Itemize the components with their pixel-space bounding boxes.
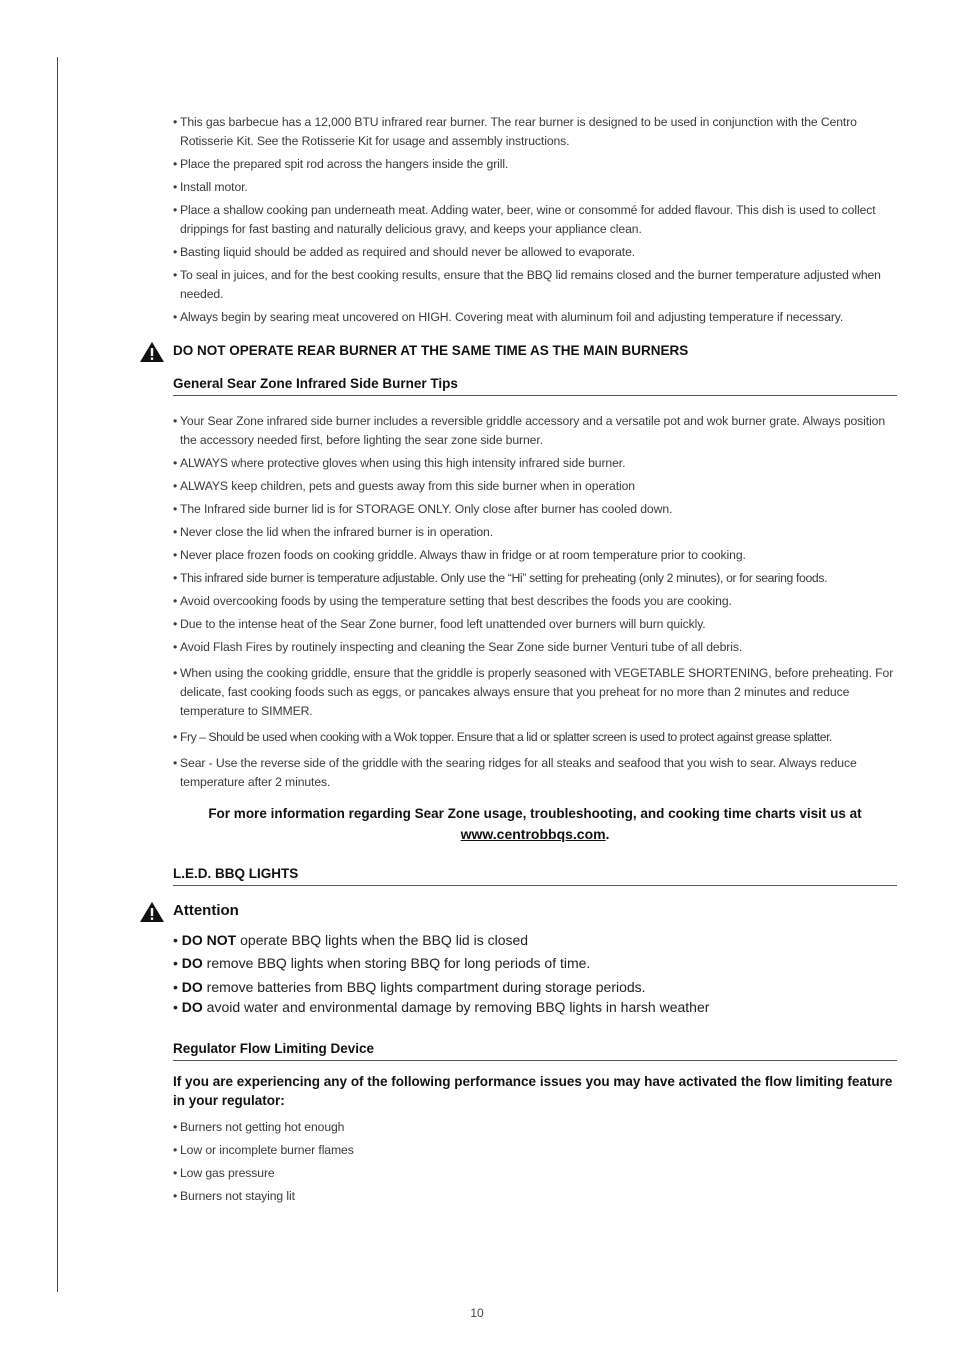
list-item: • Low gas pressure — [173, 1164, 897, 1183]
attention-label: Attention — [173, 902, 239, 919]
rear-burner-list — [173, 113, 897, 327]
attention-row — [173, 900, 897, 924]
list-item: • To seal in juices, and for the best cooking results, ensure that the BBQ lid remains closed and the burner temperature adjusted when needed. — [173, 266, 897, 304]
regulator-list — [173, 1118, 897, 1206]
list-item: • Your Sear Zone infrared side burner includes a reversible griddle accessory and a versatile pot and wok burner grate. Always position the accessory needed first, before lighting the sear zone side burner. — [173, 412, 897, 450]
list-item: • Burners not getting hot enough — [173, 1118, 897, 1137]
list-item: • ALWAYS where protective gloves when using this high intensity infrared side burner. — [173, 454, 897, 473]
list-item: • DO NOT operate BBQ lights when the BBQ lid is closed — [173, 932, 529, 948]
regulator-intro: If you are experiencing any of the following performance issues you may have activated the flow limiting feature in your regulator: — [173, 1073, 893, 1108]
led-list — [173, 930, 897, 1017]
list-item: • This infrared side burner is temperature adjustable. Only use the “Hi” setting for preheating (only 2 minutes), or for searing foods. — [173, 569, 897, 588]
page-number: 10 — [470, 1306, 484, 1320]
led-heading: L.E.D. BBQ LIGHTS — [173, 866, 897, 886]
list-item: • Always begin by searing meat uncovered on HIGH. Covering meat with aluminum foil and adjusting temperature if necessary. — [173, 308, 897, 327]
sear-zone-heading: General Sear Zone Infrared Side Burner Tips — [173, 376, 897, 396]
warning-text: DO NOT OPERATE REAR BURNER AT THE SAME TIME AS THE MAIN BURNERS — [173, 343, 689, 358]
rear-burner-warning — [173, 341, 897, 363]
list-item: • Burners not staying lit — [173, 1187, 897, 1206]
list-item: • Basting liquid should be added as required and should never be allowed to evaporate. — [173, 243, 897, 262]
list-item: • Install motor. — [173, 178, 897, 197]
warning-icon — [140, 902, 164, 922]
margin-rule — [57, 57, 58, 1292]
list-item: • DO remove batteries from BBQ lights compartment during storage periods. — [173, 978, 646, 995]
list-item: • Avoid Flash Fires by routinely inspecting and cleaning the Sear Zone side burner Venturi tube of all debris. — [173, 638, 897, 657]
list-item: • This gas barbecue has a 12,000 BTU infrared rear burner. The rear burner is designed to be used in conjunction with the Centro Rotisserie Kit. See the Rotisserie Kit for usage and assembly instructions. — [173, 113, 897, 151]
list-item: • Place a shallow cooking pan underneath meat. Adding water, beer, wine or consommé for added flavour. This dish is used to collect drippings for fast basting and naturally delicious gravy, and keeps your appliance clean. — [173, 201, 897, 239]
page-content — [173, 113, 897, 1210]
list-item: • Never close the lid when the infrared burner is in operation. — [173, 523, 897, 542]
warning-icon — [140, 342, 164, 362]
list-item: • Due to the intense heat of the Sear Zone burner, food left unattended over burners will burn quickly. — [173, 615, 897, 634]
website-link[interactable]: www.centrobbqs.com — [460, 826, 606, 842]
list-item: • DO avoid water and environmental damage by removing BBQ lights in harsh weather — [173, 998, 710, 1015]
list-item: • Never place frozen foods on cooking griddle. Always thaw in fridge or at room temperature prior to cooking. — [173, 546, 897, 565]
sear-zone-list — [173, 412, 897, 792]
list-item: • Sear - Use the reverse side of the griddle with the searing ridges for all steaks and seafood that you wish to sear. Always reduce temperature after 2 minutes. — [173, 754, 897, 792]
list-item: • When using the cooking griddle, ensure that the griddle is properly seasoned with VEGETABLE SHORTENING, before preheating. For delicate, fast cooking foods such as eggs, or pancakes always ensure that you preheat for no more than 2 minutes and reduce temperature to SIMMER. — [173, 664, 897, 721]
list-item: • ALWAYS keep children, pets and guests away from this side burner when in operation — [173, 477, 897, 496]
list-item: • Fry – Should be used when cooking with a Wok topper. Ensure that a lid or splatter screen is used to protect against grease splatter. — [173, 728, 897, 747]
list-item: • DO remove BBQ lights when storing BBQ for long periods of time. — [173, 954, 591, 971]
list-item: • The Infrared side burner lid is for STORAGE ONLY. Only close after burner has cooled down. — [173, 500, 897, 519]
sear-zone-info — [173, 804, 897, 845]
regulator-heading: Regulator Flow Limiting Device — [173, 1041, 897, 1061]
list-item: • Place the prepared spit rod across the hangers inside the grill. — [173, 155, 897, 174]
info-text: For more information regarding Sear Zone usage, troubleshooting, and cooking time charts visit us at — [208, 806, 862, 821]
info-period: . — [605, 827, 610, 842]
list-item: • Avoid overcooking foods by using the temperature setting that best describes the foods you are cooking. — [173, 592, 897, 611]
list-item: • Low or incomplete burner flames — [173, 1141, 897, 1160]
